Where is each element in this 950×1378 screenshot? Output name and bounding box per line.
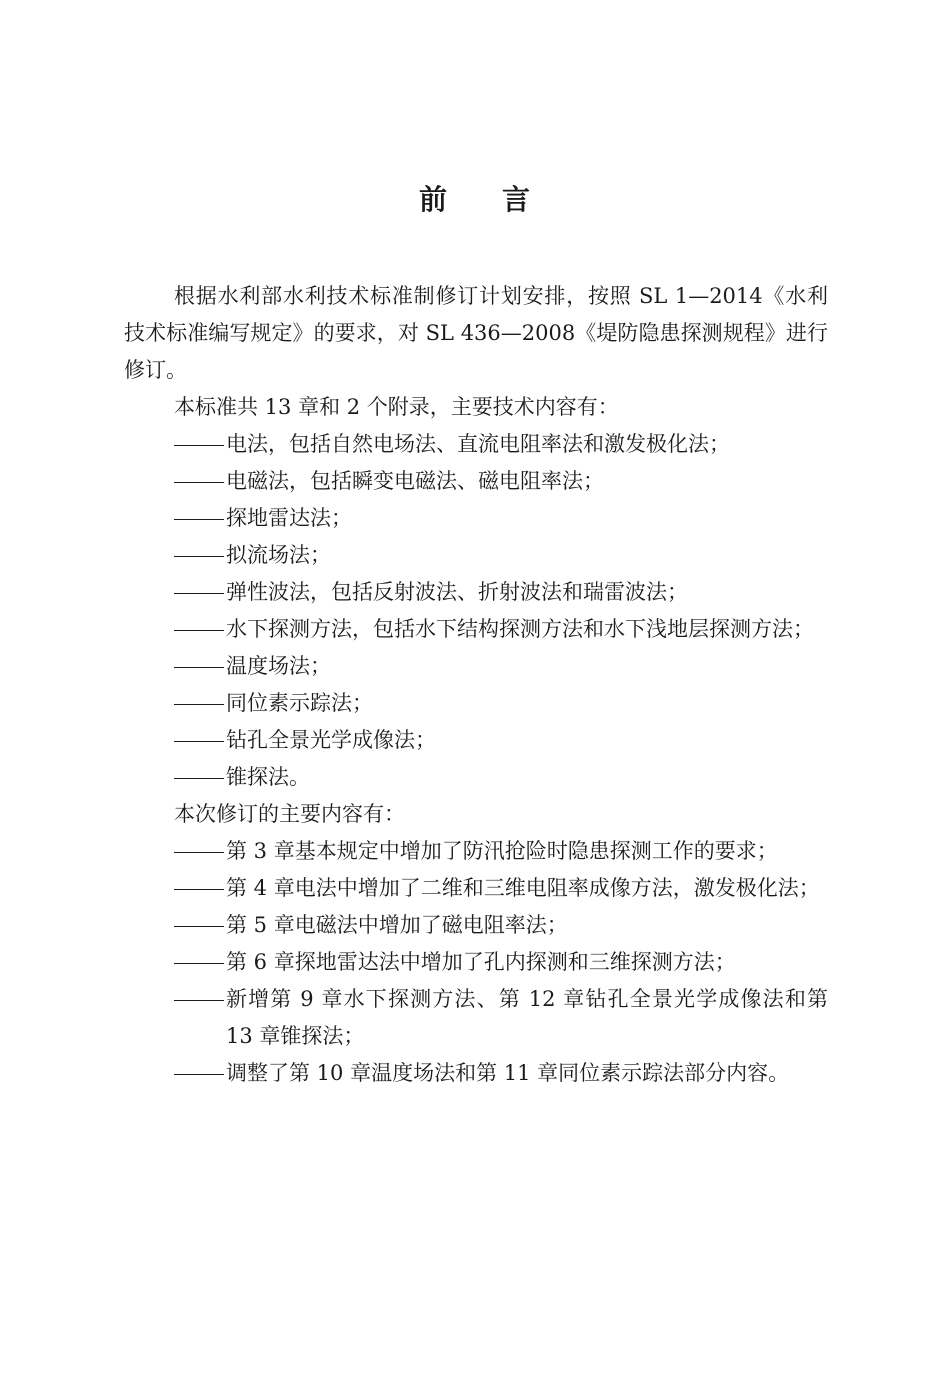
title-char-1: 前 [418,183,448,216]
list-item: 第 3 章基本规定中增加了防汛抢险时隐患探测工作的要求； [124,833,828,870]
list-item: 第 6 章探地雷达法中增加了孔内探测和三维探测方法； [124,944,828,981]
list-item: 锥探法。 [124,759,828,796]
dash-bullet [174,445,224,446]
list-item: 电法，包括自然电场法、直流电阻率法和激发极化法； [124,426,828,463]
dash-bullet [174,593,224,594]
dash-bullet [174,556,224,557]
list-item: 第 4 章电法中增加了二维和三维电阻率成像方法，激发极化法； [124,870,828,907]
list-item: 新增第 9 章水下探测方法、第 12 章钻孔全景光学成像法和第 13 章锥探法； [124,981,828,1055]
dash-bullet [174,630,224,631]
dash-bullet [174,482,224,483]
list-item: 调整了第 10 章温度场法和第 11 章同位素示踪法部分内容。 [124,1055,828,1092]
list-item: 钻孔全景光学成像法； [124,722,828,759]
list-item: 温度场法； [124,648,828,685]
preface-body [124,278,828,1092]
dash-bullet [174,1000,224,1001]
dash-bullet [174,778,224,779]
dash-bullet [174,963,224,964]
revisions-list [124,833,828,1092]
list-item: 同位素示踪法； [124,685,828,722]
dash-bullet [174,704,224,705]
list-item: 水下探测方法，包括水下结构探测方法和水下浅地层探测方法； [124,611,828,648]
page-title [0,178,950,222]
dash-bullet [174,1074,224,1075]
dash-bullet [174,741,224,742]
dash-bullet [174,667,224,668]
dash-bullet [174,852,224,853]
title-char-2: 言 [502,183,532,216]
list-item: 拟流场法； [124,537,828,574]
revisions-heading: 本次修订的主要内容有： [174,802,405,826]
list-item: 弹性波法，包括反射波法、折射波法和瑞雷波法； [124,574,828,611]
contents-list [124,426,828,796]
intro-paragraph: 根据水利部水利技术标准制修订计划安排，按照 SL 1—2014《水利技术标准编写规定》的要求，对 SL 436—2008《堤防隐患探测规程》进行修订。 [124,284,828,382]
list-item: 探地雷达法； [124,500,828,537]
list-item: 电磁法，包括瞬变电磁法、磁电阻率法； [124,463,828,500]
contents-heading: 本标准共 13 章和 2 个附录，主要技术内容有： [174,395,619,419]
dash-bullet [174,519,224,520]
dash-bullet [174,889,224,890]
dash-bullet [174,926,224,927]
list-item: 第 5 章电磁法中增加了磁电阻率法； [124,907,828,944]
